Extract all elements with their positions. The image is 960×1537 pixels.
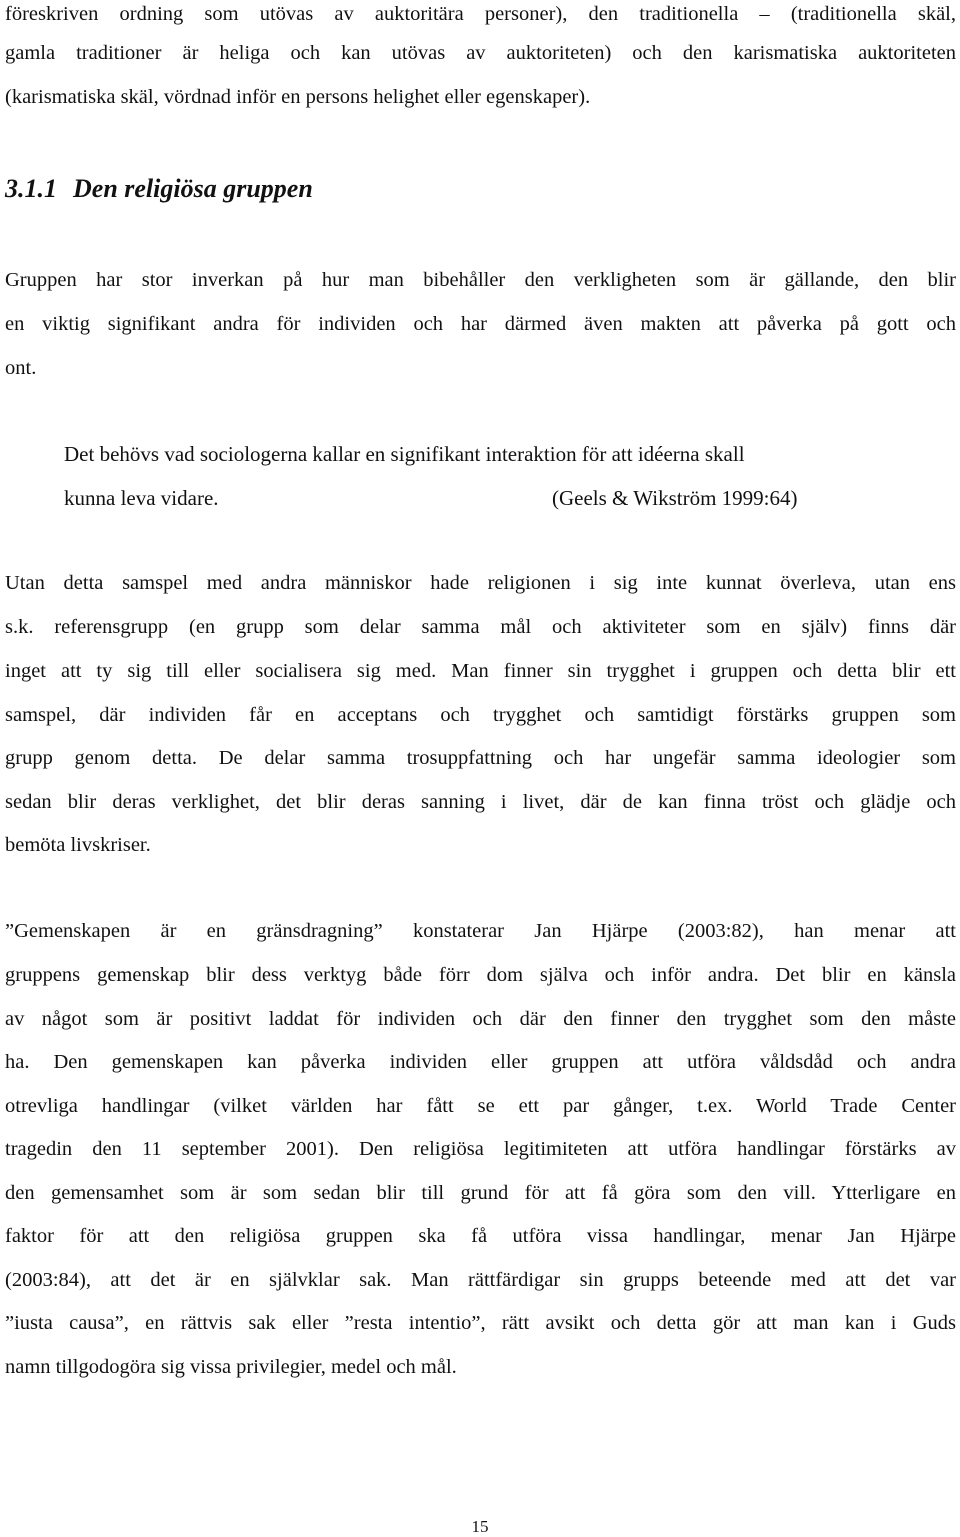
paragraph-3-line-11: namn tillgodogöra sig vissa privilegier, medel och mål. xyxy=(5,1356,457,1378)
intro-line-2: gamla traditioner är heliga och kan utövas av auktoriteten) och den karismatiska auktoriteten xyxy=(5,42,956,64)
paragraph-2-line-6: sedan blir deras verklighet, det blir deras sanning i livet, där de kan finna tröst och glädje och xyxy=(5,791,956,813)
intro-line-3: (karismatiska skäl, vördnad inför en persons helighet eller egenskaper). xyxy=(5,86,591,108)
paragraph-2-line-5: grupp genom detta. De delar samma trosuppfattning och har ungefär samma ideologier som xyxy=(5,747,956,769)
paragraph-2-line-2: s.k. referensgrupp (en grupp som delar samma mål och aktiviteter som en själv) finns där xyxy=(5,616,956,638)
paragraph-3-line-10: ”iusta causa”, en rättvis sak eller ”resta intentio”, rätt avsikt och detta gör att man kan i Guds xyxy=(5,1312,956,1334)
paragraph-3-line-6: tragedin den 11 september 2001). Den religiösa legitimiteten att utföra handlingar förstärks av xyxy=(5,1138,956,1160)
block-quote-citation: (Geels & Wikström 1999:64) xyxy=(552,486,798,510)
paragraph-3-line-1: ”Gemenskapen är en gränsdragning” konstaterar Jan Hjärpe (2003:82), han menar att xyxy=(5,920,956,942)
paragraph-1-line-3: ont. xyxy=(5,357,37,379)
paragraph-1-line-2: en viktig signifikant andra för individen och har därmed även makten att påverka på gott och xyxy=(5,313,956,335)
paragraph-2-line-7: bemöta livskriser. xyxy=(5,834,151,856)
paragraph-3-line-3: av något som är positivt laddat för individen och där den finner den trygghet som den måste xyxy=(5,1008,956,1030)
paragraph-3-line-5: otrevliga handlingar (vilket världen har fått se ett par gånger, t.ex. World Trade Center xyxy=(5,1095,956,1117)
page-number: 15 xyxy=(471,1517,489,1536)
intro-line-1: föreskriven ordning som utövas av auktoritära personer), den traditionella – (traditionella skäl, xyxy=(5,3,956,25)
paragraph-3-line-4: ha. Den gemenskapen kan påverka individen eller gruppen att utföra våldsdåd och andra xyxy=(5,1051,956,1073)
paragraph-2-line-3: inget att ty sig till eller socialisera sig med. Man finner sin trygghet i gruppen och detta blir ett xyxy=(5,660,956,682)
paragraph-3-line-2: gruppens gemenskap blir dess verktyg både förr dom själva och inför andra. Det blir en känsla xyxy=(5,964,956,986)
section-number: 3.1.1 xyxy=(5,174,57,203)
paragraph-2-line-4: samspel, där individen får en acceptans och trygghet och samtidigt förstärks gruppen som xyxy=(5,704,956,726)
section-title: Den religiösa gruppen xyxy=(73,174,313,203)
block-quote-line-2: kunna leva vidare. xyxy=(64,486,219,510)
paragraph-3-line-8: faktor för att den religiösa gruppen ska få utföra vissa handlingar, menar Jan Hjärpe xyxy=(5,1225,956,1247)
paragraph-2-line-1: Utan detta samspel med andra människor hade religionen i sig inte kunnat överleva, utan ens xyxy=(5,572,956,594)
paragraph-3-line-9: (2003:84), att det är en självklar sak. Man rättfärdigar sin grupps beteende med att det var xyxy=(5,1269,956,1291)
section-heading xyxy=(5,172,313,206)
block-quote-line-1: Det behövs vad sociologerna kallar en signifikant interaktion för att idéerna skall xyxy=(64,442,745,466)
paragraph-1-line-1: Gruppen har stor inverkan på hur man bibehåller den verkligheten som är gällande, den blir xyxy=(5,269,956,291)
paragraph-3-line-7: den gemensamhet som är som sedan blir till grund för att få göra som den vill. Ytterligare en xyxy=(5,1182,956,1204)
